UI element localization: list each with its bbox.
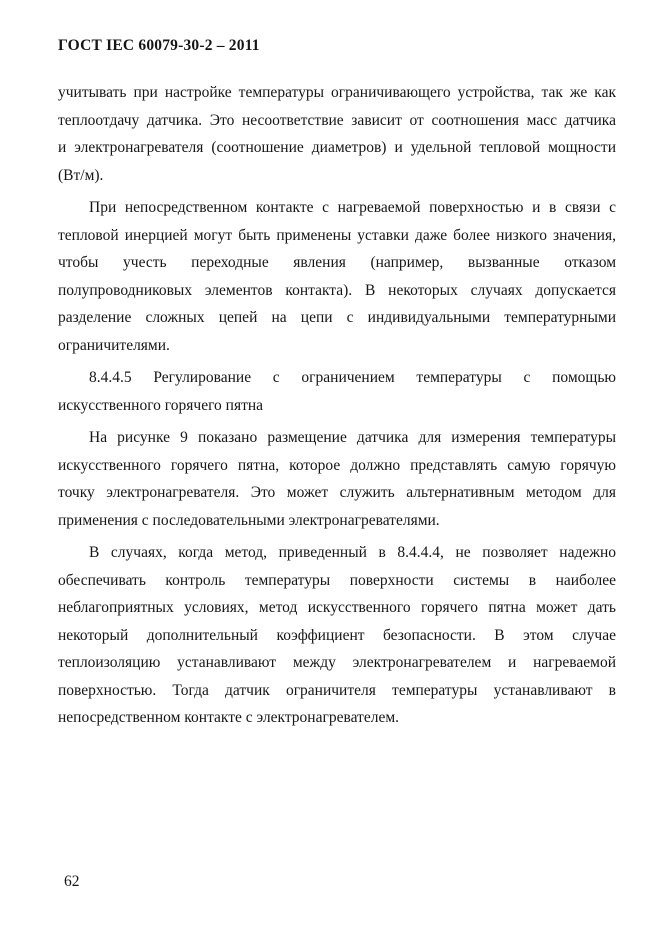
paragraph-direct-contact <box>58 194 616 359</box>
text-line: чтобы учесть переходные явления (например, вызванные отказом <box>58 254 616 271</box>
text-line: При непосредственном контакте с нагреваемой поверхностью и в связи с <box>89 199 616 216</box>
text-line: точку электронагревателя. Это может служить альтернативным методом для <box>58 484 616 501</box>
text-line: и электронагревателя (соотношение диаметров) и удельной тепловой мощности <box>58 139 616 156</box>
text-line: неблагоприятных условиях, метод искусственного горячего пятна может дать <box>58 599 616 616</box>
section-heading-8-4-4-5 <box>58 364 616 419</box>
text-line: некоторый дополнительный коэффициент безопасности. В этом случае <box>58 626 616 644</box>
text-line: искусственного горячего пятна, которое должно представлять самую горячую <box>58 456 616 474</box>
text-line: теплоотдачу датчика. Это несоответствие зависит от соотношения масс датчика <box>58 111 616 129</box>
text-line: ограничителями. <box>58 336 170 354</box>
text-line: полупроводниковых элементов контакта). В некоторых случаях допускается <box>58 281 616 299</box>
text-line: обеспечивать контроль температуры поверхности системы в наиболее <box>58 571 616 589</box>
paragraph-artificial-hot-spot <box>58 539 616 732</box>
paragraph-figure-9 <box>58 424 616 534</box>
text-line: тепловой инерцией могут быть применены уставки даже более низкого значения, <box>58 226 616 244</box>
text-line: 8.4.4.5 Регулирование с ограничением температуры с помощью <box>89 369 616 386</box>
text-line: разделение сложных цепей на цепи с индивидуальными температурными <box>58 309 616 326</box>
page-number: 62 <box>64 873 80 890</box>
text-line: искусственного горячего пятна <box>58 396 264 414</box>
text-line: применения с последовательными электронагревателями. <box>58 511 440 529</box>
paragraph-sensor-heat-loss <box>58 79 616 189</box>
text-line: На рисунке 9 показано размещение датчика для измерения температуры <box>89 429 616 446</box>
document-header: ГОСТ IEC 60079-30-2 – 2011 <box>58 37 260 54</box>
document-body <box>58 79 616 737</box>
text-line: теплоизоляцию устанавливают между электронагревателем и нагреваемой <box>58 654 616 671</box>
text-line: непосредственном контакте с электронагревателем. <box>58 709 400 726</box>
text-line: В случаях, когда метод, приведенный в 8.4.4.4, не позволяет надежно <box>89 544 616 561</box>
text-line: учитывать при настройке температуры ограничивающего устройства, так же как <box>58 84 616 101</box>
text-line: поверхностью. Тогда датчик ограничителя температуры устанавливают в <box>58 681 616 699</box>
text-line: (Вт/м). <box>58 166 104 184</box>
